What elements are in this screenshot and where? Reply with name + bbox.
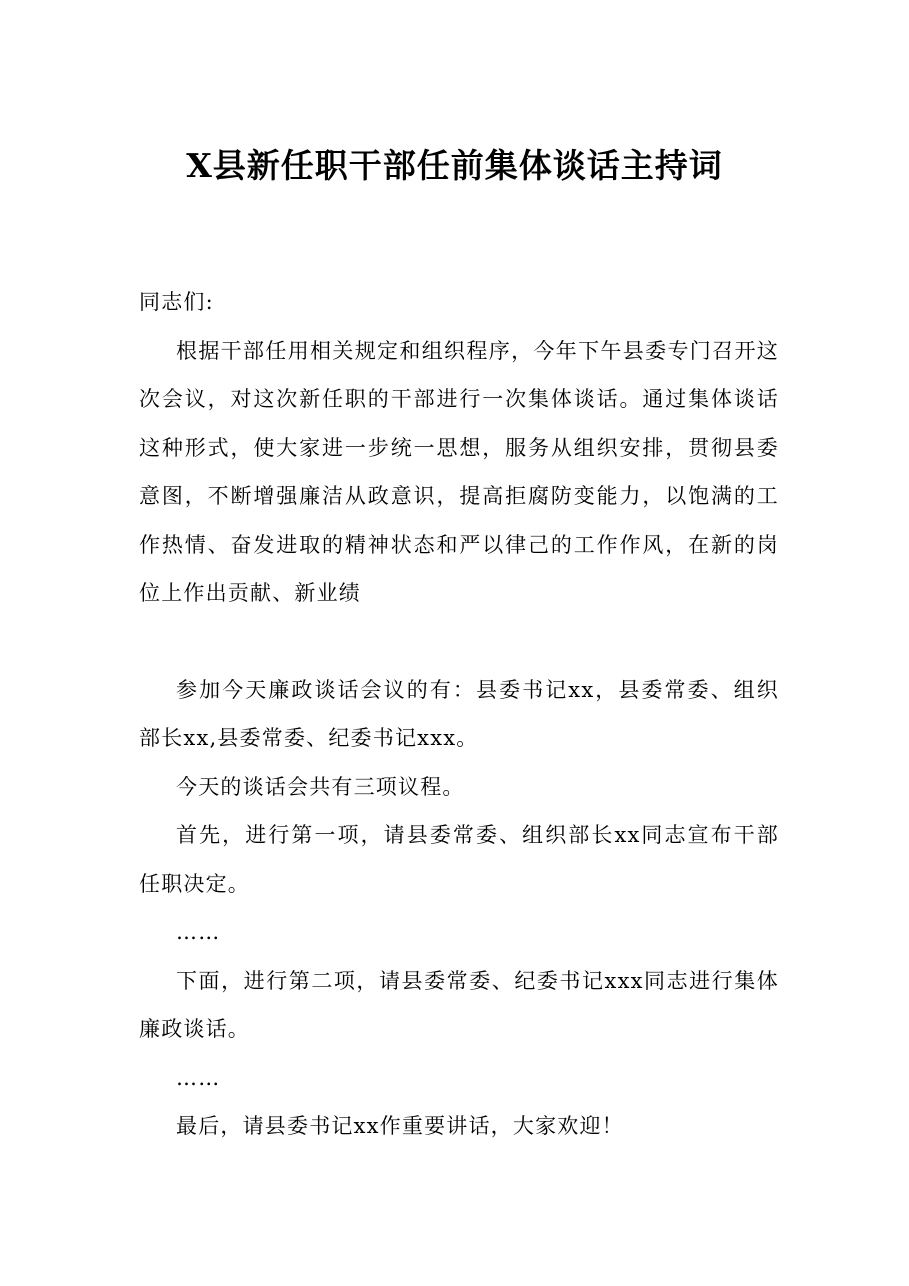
paragraph-item-two: 下面，进行第二项，请县委常委、纪委书记xxx同志进行集体廉政谈话。 (139, 968, 779, 1041)
ellipsis-one: …… (176, 920, 221, 944)
paragraph-item-three: 最后，请县委书记xx作重要讲话，大家欢迎！ (176, 1114, 624, 1138)
paragraph-agenda: 今天的谈话会共有三项议程。 (176, 774, 465, 799)
paragraph-item-one: 首先，进行第一项，请县委常委、组织部长xx同志宣布干部任职决定。 (139, 823, 779, 896)
document-body (139, 278, 779, 1151)
ellipsis-two: …… (176, 1065, 221, 1090)
greeting: 同志们: (139, 290, 214, 314)
paragraph-attendees: 参加今天廉政谈话会议的有：县委书记xx，县委常委、组织部长xx,县委常委、纪委书记xxx。 (139, 677, 779, 750)
paragraph-intro: 根据干部任用相关规定和组织程序，今年下午县委专门召开这次会议，对这次新任职的干部进行一次集体谈话。通过集体谈话这种形式，使大家进一步统一思想，服务从组织安排，贯彻县委意图，不断增强廉洁从政意识，提高拒腐防变能力，以饱满的工作热情、奋发进取的精神状态和严以律己的工作作风，在新的岗位上作出贡献、新业绩 (139, 338, 779, 605)
document-title: X县新任职干部任前集体谈话主持词 (186, 146, 723, 185)
